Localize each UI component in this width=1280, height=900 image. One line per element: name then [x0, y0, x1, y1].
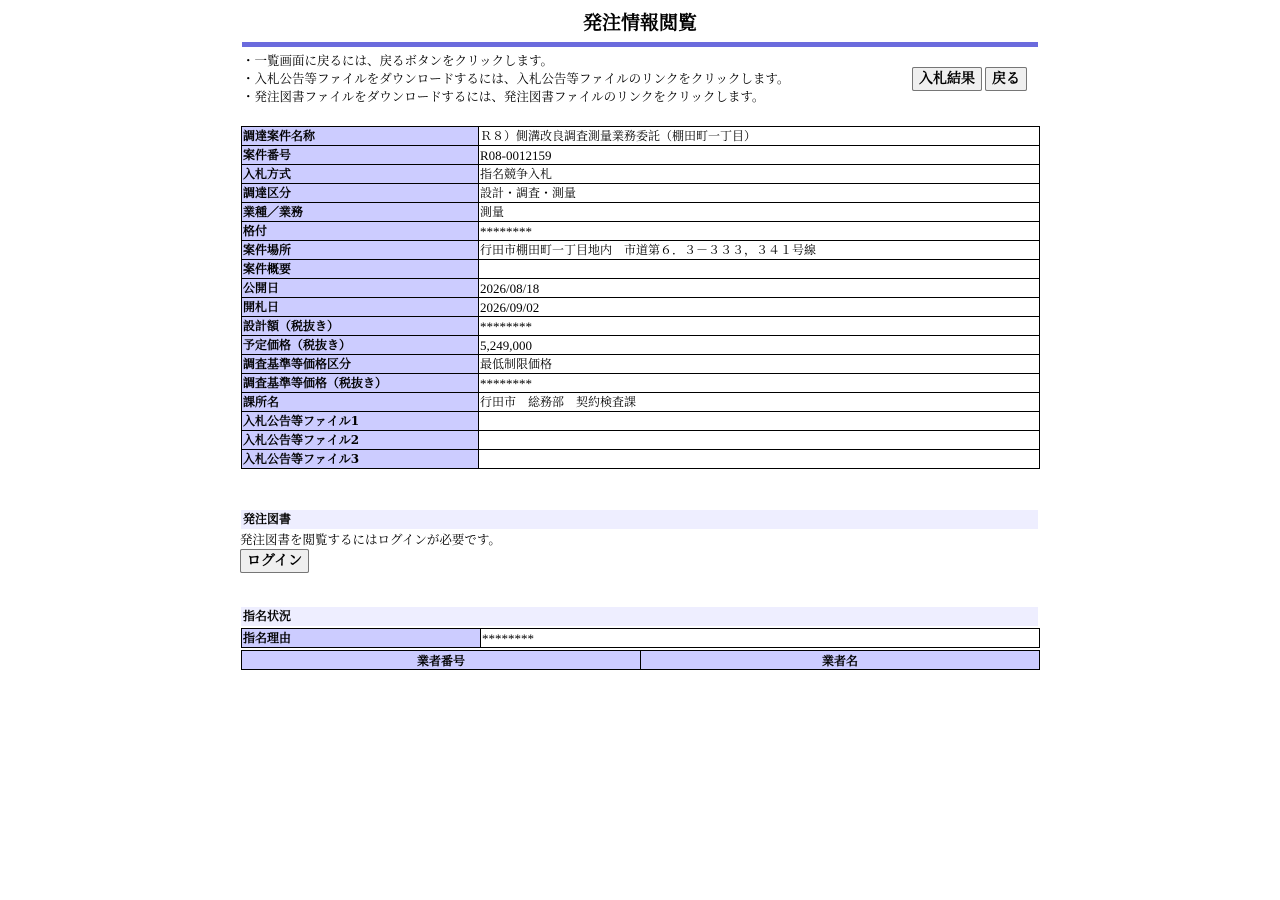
row-value	[479, 431, 1040, 450]
row-value: R08-0012159	[479, 146, 1040, 165]
table-row	[242, 450, 1040, 469]
row-label: 開札日	[242, 298, 479, 317]
instructions	[242, 52, 882, 106]
table-row	[242, 298, 1040, 317]
nomination-reason-table	[241, 628, 1040, 648]
row-label: 予定価格（税抜き）	[242, 336, 479, 355]
row-label: 調達案件名称	[242, 127, 479, 146]
row-value: 測量	[479, 203, 1040, 222]
row-value	[479, 450, 1040, 469]
instruction-line: ・一覧画面に戻るには、戻るボタンをクリックします。	[242, 53, 554, 68]
row-value: 2026/08/18	[479, 279, 1040, 298]
title-underline	[242, 42, 1038, 47]
row-label: 入札公告等ファイル1	[242, 412, 479, 431]
login-button[interactable]: ログイン	[240, 549, 309, 573]
row-value	[479, 260, 1040, 279]
row-label: 公開日	[242, 279, 479, 298]
table-row	[242, 184, 1040, 203]
table-row	[242, 336, 1040, 355]
row-value: ********	[479, 222, 1040, 241]
vendor-table	[241, 650, 1040, 670]
row-value: 2026/09/02	[479, 298, 1040, 317]
row-label: 調達区分	[242, 184, 479, 203]
table-row	[242, 241, 1040, 260]
table-row	[242, 222, 1040, 241]
row-value: ********	[479, 317, 1040, 336]
table-row	[242, 393, 1040, 412]
row-label: 入札公告等ファイル2	[242, 431, 479, 450]
row-label: 調査基準等価格区分	[242, 355, 479, 374]
row-value: Ｒ８）側溝改良調査測量業務委託（棚田町一丁目）	[479, 127, 1040, 146]
row-label: 入札方式	[242, 165, 479, 184]
table-row	[242, 355, 1040, 374]
login-required-note: 発注図書を閲覧するにはログインが必要です。	[240, 532, 501, 547]
row-value: ********	[479, 374, 1040, 393]
table-row	[242, 165, 1040, 184]
row-label: 案件概要	[242, 260, 479, 279]
row-label: 入札公告等ファイル3	[242, 450, 479, 469]
row-value: 行田市 総務部 契約検査課	[479, 393, 1040, 412]
row-label: 案件番号	[242, 146, 479, 165]
bid-result-button[interactable]: 入札結果	[912, 67, 982, 91]
nomination-section-header: 指名状況	[241, 607, 1038, 626]
row-label: 課所名	[242, 393, 479, 412]
row-value: 5,249,000	[479, 336, 1040, 355]
instruction-line: ・発注図書ファイルをダウンロードするには、発注図書ファイルのリンクをクリックします。	[242, 89, 765, 104]
row-value: 最低制限価格	[479, 355, 1040, 374]
project-details-table	[241, 126, 1040, 469]
top-button-group	[912, 67, 1027, 91]
row-value: 指名競争入札	[479, 165, 1040, 184]
row-value	[479, 412, 1040, 431]
table-row	[242, 279, 1040, 298]
nomination-reason-value: ********	[481, 629, 1040, 648]
row-label: 案件場所	[242, 241, 479, 260]
table-row	[242, 629, 1040, 648]
table-row	[242, 203, 1040, 222]
row-label: 格付	[242, 222, 479, 241]
table-row	[242, 260, 1040, 279]
column-header-vendor-name: 業者名	[641, 651, 1040, 670]
table-row	[242, 146, 1040, 165]
row-label: 調査基準等価格（税抜き）	[242, 374, 479, 393]
instruction-line: ・入札公告等ファイルをダウンロードするには、入札公告等ファイルのリンクをクリックします。	[242, 71, 790, 86]
table-row	[242, 412, 1040, 431]
table-row	[242, 127, 1040, 146]
table-row	[242, 374, 1040, 393]
row-label: 業種／業務	[242, 203, 479, 222]
page-title: 発注情報閲覧	[582, 12, 697, 34]
table-header-row	[242, 651, 1040, 670]
column-header-vendor-number: 業者番号	[242, 651, 641, 670]
row-value: 行田市棚田町一丁目地内 市道第６．３－３３３，３４１号線	[479, 241, 1040, 260]
back-button[interactable]: 戻る	[985, 67, 1027, 91]
drawings-section-header: 発注図書	[241, 510, 1038, 529]
table-row	[242, 431, 1040, 450]
row-value: 設計・調査・測量	[479, 184, 1040, 203]
table-row	[242, 317, 1040, 336]
nomination-reason-label: 指名理由	[242, 629, 481, 648]
row-label: 設計額（税抜き）	[242, 317, 479, 336]
